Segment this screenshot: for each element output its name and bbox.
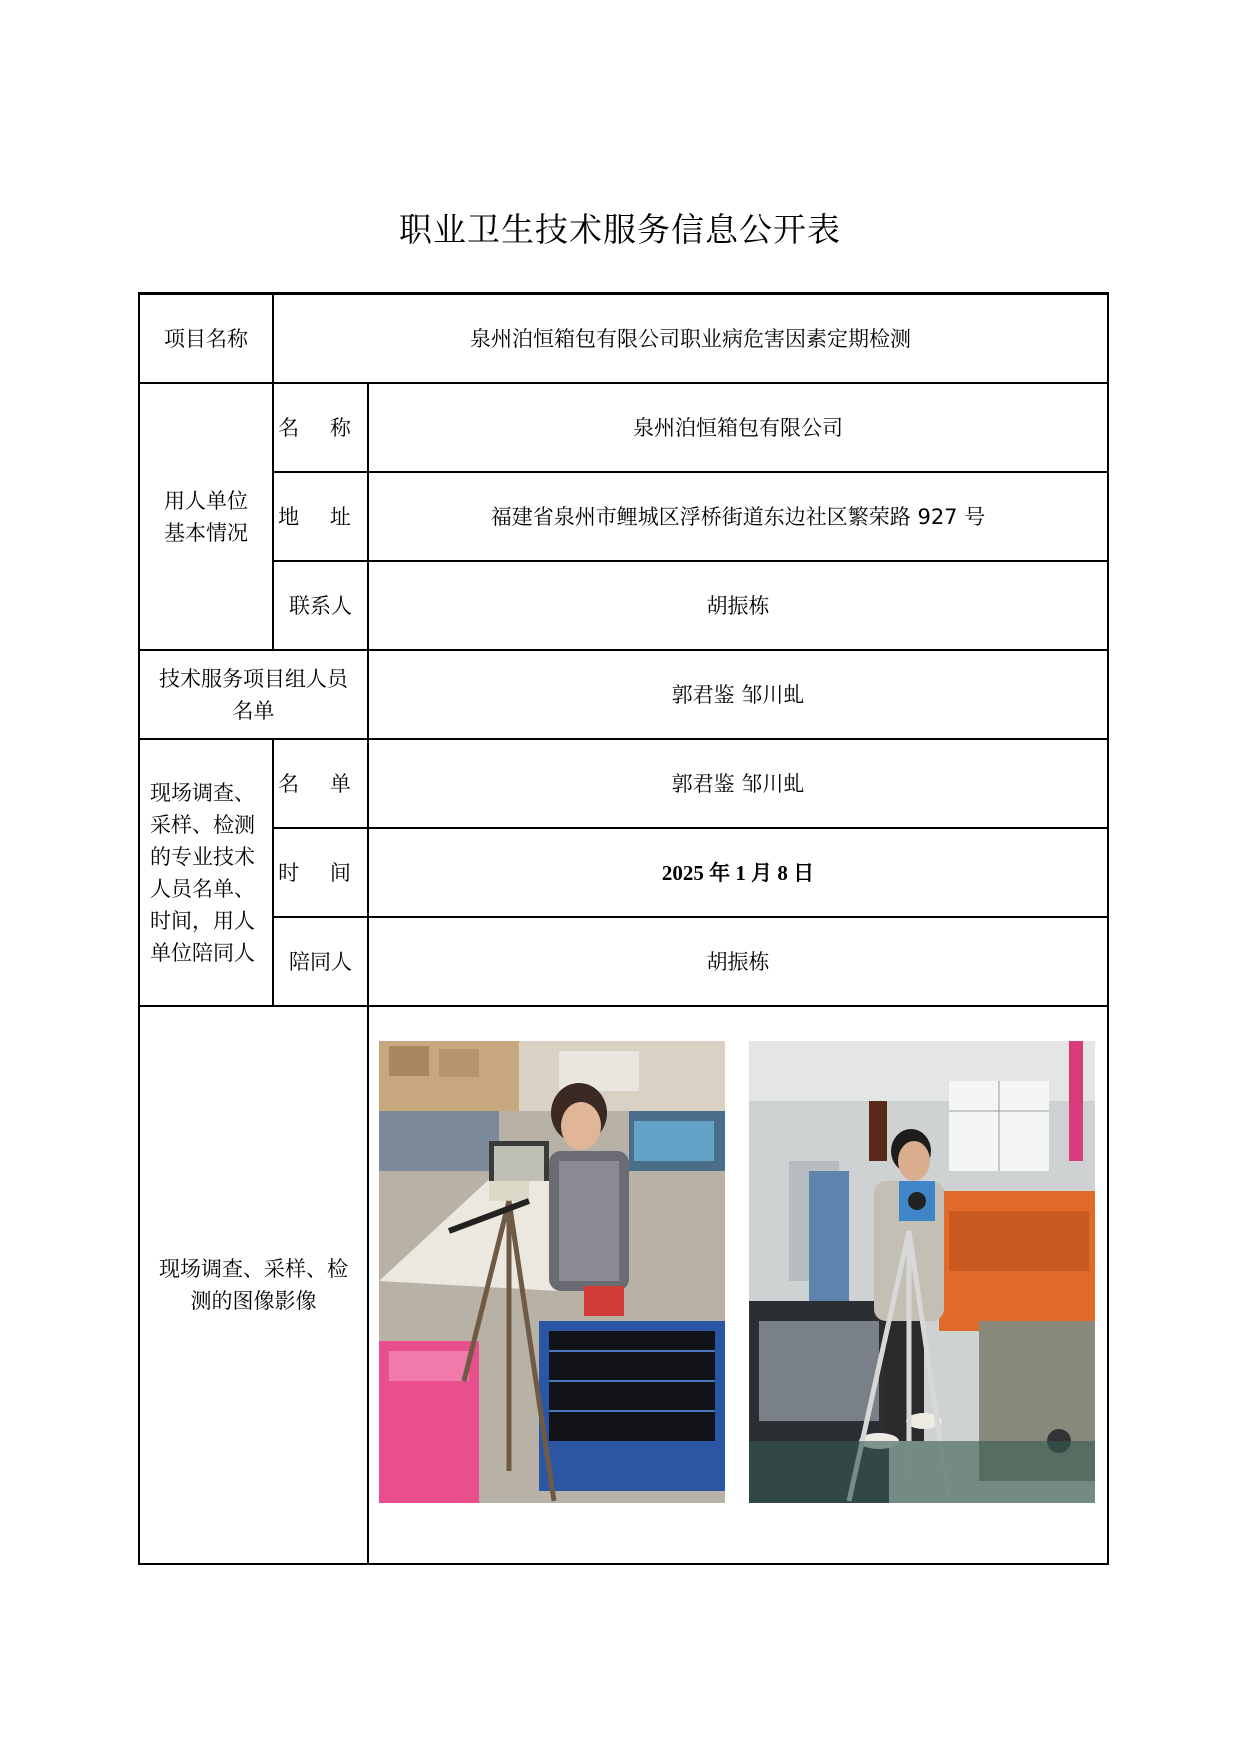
- row-field-companion: [139, 917, 1108, 1006]
- field-label-line1: 现场调查、: [150, 780, 255, 805]
- field-time-value: 2025 年 1 月 8 日: [368, 828, 1108, 917]
- team-label-line1: 技术服务项目组人员: [159, 666, 348, 691]
- field-time-label: [273, 828, 368, 917]
- row-employer-address: [139, 472, 1108, 561]
- page-title: 职业卫生技术服务信息公开表: [399, 210, 841, 249]
- row-images: [139, 1006, 1108, 1564]
- employer-address-label: [273, 472, 368, 561]
- photo-sampling-at-sewing-station: [379, 1041, 725, 1503]
- employer-address-label-text: 地 址: [278, 504, 363, 529]
- row-project: [139, 294, 1108, 384]
- field-time-label-text: 时 间: [278, 860, 363, 885]
- photo-sampling-at-press-machine: [749, 1041, 1095, 1503]
- employer-name-label: [273, 383, 368, 472]
- field-label-line6: 单位陪同人: [150, 940, 255, 965]
- employer-name-value: 泉州泊恒箱包有限公司: [368, 383, 1108, 472]
- row-employer-name: [139, 383, 1108, 472]
- row-employer-contact: [139, 561, 1108, 650]
- field-label-line2: 采样、检测: [150, 812, 255, 837]
- team-value: 郭君鉴 邹川虬: [368, 650, 1108, 739]
- employer-label-line1: 用人单位: [164, 488, 248, 513]
- images-label-line1: 现场调查、采样、检: [159, 1257, 348, 1281]
- info-table: [138, 292, 1109, 1565]
- field-names-label-text: 名 单: [278, 771, 363, 796]
- employer-name-label-text: 名 称: [278, 415, 363, 440]
- field-label-line4: 人员名单、: [150, 876, 255, 901]
- field-label-line5: 时间，用人: [150, 908, 255, 933]
- images-cell: [368, 1006, 1108, 1564]
- field-names-label: [273, 739, 368, 828]
- field-companion-value: 胡振栋: [368, 917, 1108, 1006]
- team-label: [139, 650, 368, 739]
- images-label-line2: 测的图像影像: [190, 1289, 317, 1313]
- project-value: 泉州泊恒箱包有限公司职业病危害因素定期检测: [273, 294, 1108, 384]
- images-label: [139, 1006, 368, 1564]
- employer-label-line2: 基本情况: [164, 520, 248, 545]
- employer-contact-value: 胡振栋: [368, 561, 1108, 650]
- row-team: [139, 650, 1108, 739]
- team-label-line2: 名单: [232, 698, 275, 723]
- photo-container: [369, 1007, 1107, 1563]
- photo-2-image: [749, 1041, 1095, 1503]
- employer-label: [139, 383, 273, 650]
- employer-contact-label: 联系人: [273, 561, 368, 650]
- employer-address-value: 福建省泉州市鲤城区浮桥街道东边社区繁荣路 927 号: [368, 472, 1108, 561]
- field-label: [139, 739, 273, 1006]
- field-names-value: 郭君鉴 邹川虬: [368, 739, 1108, 828]
- row-field-time: [139, 828, 1108, 917]
- field-label-line3: 的专业技术: [150, 844, 255, 869]
- photo-1-image: [379, 1041, 725, 1503]
- field-companion-label: 陪同人: [273, 917, 368, 1006]
- row-field-names: [139, 739, 1108, 828]
- project-label: 项目名称: [139, 294, 273, 384]
